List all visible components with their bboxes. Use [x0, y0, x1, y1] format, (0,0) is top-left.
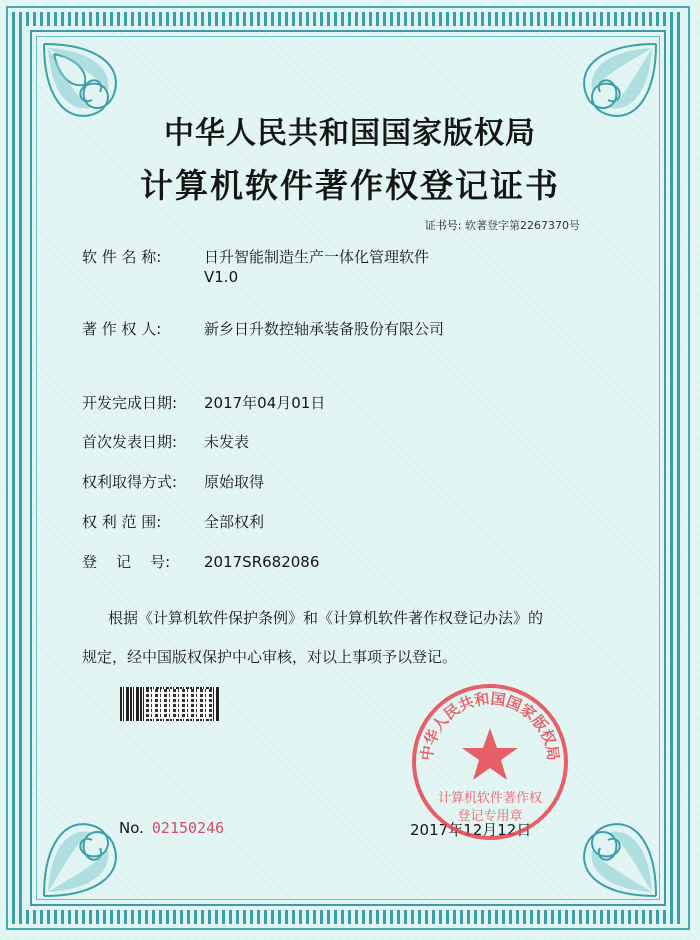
dev-date-label: 开发完成日期: — [82, 394, 178, 412]
issue-date: 2017年12月12日 — [410, 821, 532, 839]
software-name-value: 日升智能制造生产一体化管理软件 — [204, 248, 430, 266]
statement-line-2: 规定，经中国版权保护中心审核，对以上事项予以登记。 — [82, 648, 458, 666]
owner-label: 著 作 权 人: — [82, 320, 162, 338]
certificate-number-value: 软著登字第2267370号 — [465, 219, 580, 232]
scope-row — [82, 511, 264, 532]
certificate-number-label: 证书号: — [424, 219, 462, 232]
statement-line-1: 根据《计算机软件保护条例》和《计算机软件著作权登记办法》的 — [108, 609, 544, 627]
certificate-title: 计算机软件著作权登记证书 — [140, 166, 560, 205]
dev-date-row — [82, 392, 325, 413]
serial-number-label: No. — [119, 819, 144, 837]
reg-no-row — [82, 551, 319, 572]
reg-no-label: 登 记 号: — [82, 553, 171, 571]
corner-ornament-icon — [34, 786, 154, 906]
dev-date-value: 2017年04月01日 — [204, 394, 326, 412]
certificate-number — [425, 217, 580, 233]
reg-no-value: 2017SR682086 — [204, 553, 320, 571]
acquire-label: 权利取得方式: — [82, 473, 178, 491]
owner-value: 新乡日升数控轴承装备股份有限公司 — [204, 320, 445, 338]
owner-row — [82, 318, 444, 339]
seal-line-2: 登记专用章 — [457, 809, 523, 824]
serial-number — [119, 819, 224, 837]
acquire-row — [82, 471, 264, 492]
software-name-row — [82, 246, 430, 286]
barcode-icon — [120, 687, 220, 721]
seal-line-1: 计算机软件著作权 — [437, 791, 543, 806]
acquire-value: 原始取得 — [204, 473, 265, 491]
seal-ring-text: 中华人民共和国国家版权局 — [417, 689, 563, 762]
pub-date-value: 未发表 — [204, 433, 250, 451]
software-version: V1.0 — [204, 268, 239, 286]
scope-label: 权 利 范 围: — [82, 513, 162, 531]
pub-date-label: 首次发表日期: — [82, 433, 178, 451]
software-name-label: 软 件 名 称: — [82, 248, 162, 266]
issuing-authority: 中华人民共和国国家版权局 — [164, 116, 536, 151]
pub-date-row — [82, 431, 249, 452]
scope-value: 全部权利 — [204, 513, 265, 531]
serial-number-value: 02150246 — [151, 819, 225, 837]
official-seal-icon — [408, 680, 572, 844]
qr-code-icon — [146, 689, 212, 719]
